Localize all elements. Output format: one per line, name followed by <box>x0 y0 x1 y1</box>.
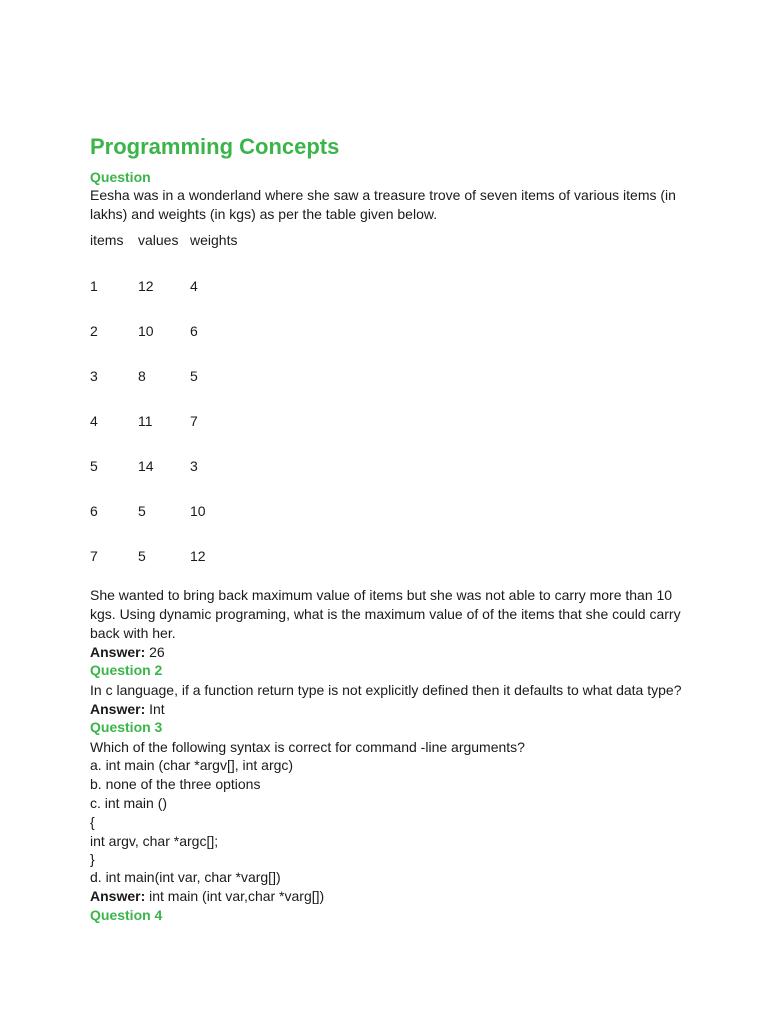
question-3-option: } <box>90 851 95 867</box>
table-header-cell: values <box>138 232 179 248</box>
table-cell: 4 <box>90 413 98 429</box>
table-cell: 5 <box>138 503 146 519</box>
table-cell: 14 <box>138 458 154 474</box>
question-4-label: Question 4 <box>90 907 163 923</box>
question-3-option: b. none of the three options <box>90 776 261 792</box>
question-3-label: Question 3 <box>90 719 163 735</box>
table-cell: 5 <box>138 548 146 564</box>
table-cell: 5 <box>190 368 198 384</box>
question-3-answer <box>90 887 324 906</box>
document-page <box>90 0 690 1024</box>
table-cell: 10 <box>138 323 154 339</box>
answer-label: Answer: <box>90 888 146 904</box>
question-2-label: Question 2 <box>90 662 163 678</box>
question-1-followup-line: She wanted to bring back maximum value of items but she was not able to carry more than 10 <box>90 587 673 603</box>
table-header-cell: items <box>90 232 124 248</box>
table-cell: 3 <box>190 458 198 474</box>
table-header-cell: weights <box>190 232 238 248</box>
table-cell: 7 <box>90 548 98 564</box>
table-cell: 6 <box>190 323 198 339</box>
question-3-option: c. int main () <box>90 795 168 811</box>
question-1-followup <box>90 586 690 643</box>
question-3-option: a. int main (char *argv[], int argc) <box>90 757 294 773</box>
table-cell: 10 <box>190 503 206 519</box>
question-1-followup-line: kgs. Using dynamic programing, what is the maximum value of of the items that she could carry <box>90 606 681 622</box>
question-1-intro <box>90 186 690 224</box>
question-1-label: Question <box>90 169 151 185</box>
question-2-answer <box>90 700 165 719</box>
question-3-option: { <box>90 814 95 830</box>
table-cell: 8 <box>138 368 146 384</box>
question-3-option: int argv, char *argc[]; <box>90 833 219 849</box>
table-cell: 11 <box>138 413 153 429</box>
table-cell: 2 <box>90 323 98 339</box>
answer-value: 26 <box>145 644 165 660</box>
question-1-intro-line: Eesha was in a wonderland where she saw a treasure trove of seven items of various items (in <box>90 187 676 203</box>
page-title: Programming Concepts <box>90 134 340 159</box>
question-1-followup-line: back with her. <box>90 625 176 641</box>
question-1-answer <box>90 643 165 662</box>
table-cell: 5 <box>90 458 98 474</box>
answer-label: Answer: <box>90 644 146 660</box>
question-1-intro-line: lakhs) and weights (in kgs) as per the table given below. <box>90 206 438 222</box>
table-cell: 1 <box>90 278 98 294</box>
table-cell: 6 <box>90 503 98 519</box>
table-cell: 12 <box>138 278 154 294</box>
table-cell: 3 <box>90 368 98 384</box>
table-cell: 4 <box>190 278 198 294</box>
table-cell: 7 <box>190 413 198 429</box>
answer-label: Answer: <box>90 701 146 717</box>
answer-value: int main (int var,char *varg[]) <box>145 888 325 904</box>
answer-value: Int <box>145 701 165 717</box>
question-3-text: Which of the following syntax is correct for command -line arguments? <box>90 739 525 755</box>
table-cell: 12 <box>190 548 206 564</box>
question-2-text: In c language, if a function return type is not explicitly defined then it defaults to what data type? <box>90 682 682 698</box>
question-3-option: d. int main(int var, char *varg[]) <box>90 869 281 885</box>
